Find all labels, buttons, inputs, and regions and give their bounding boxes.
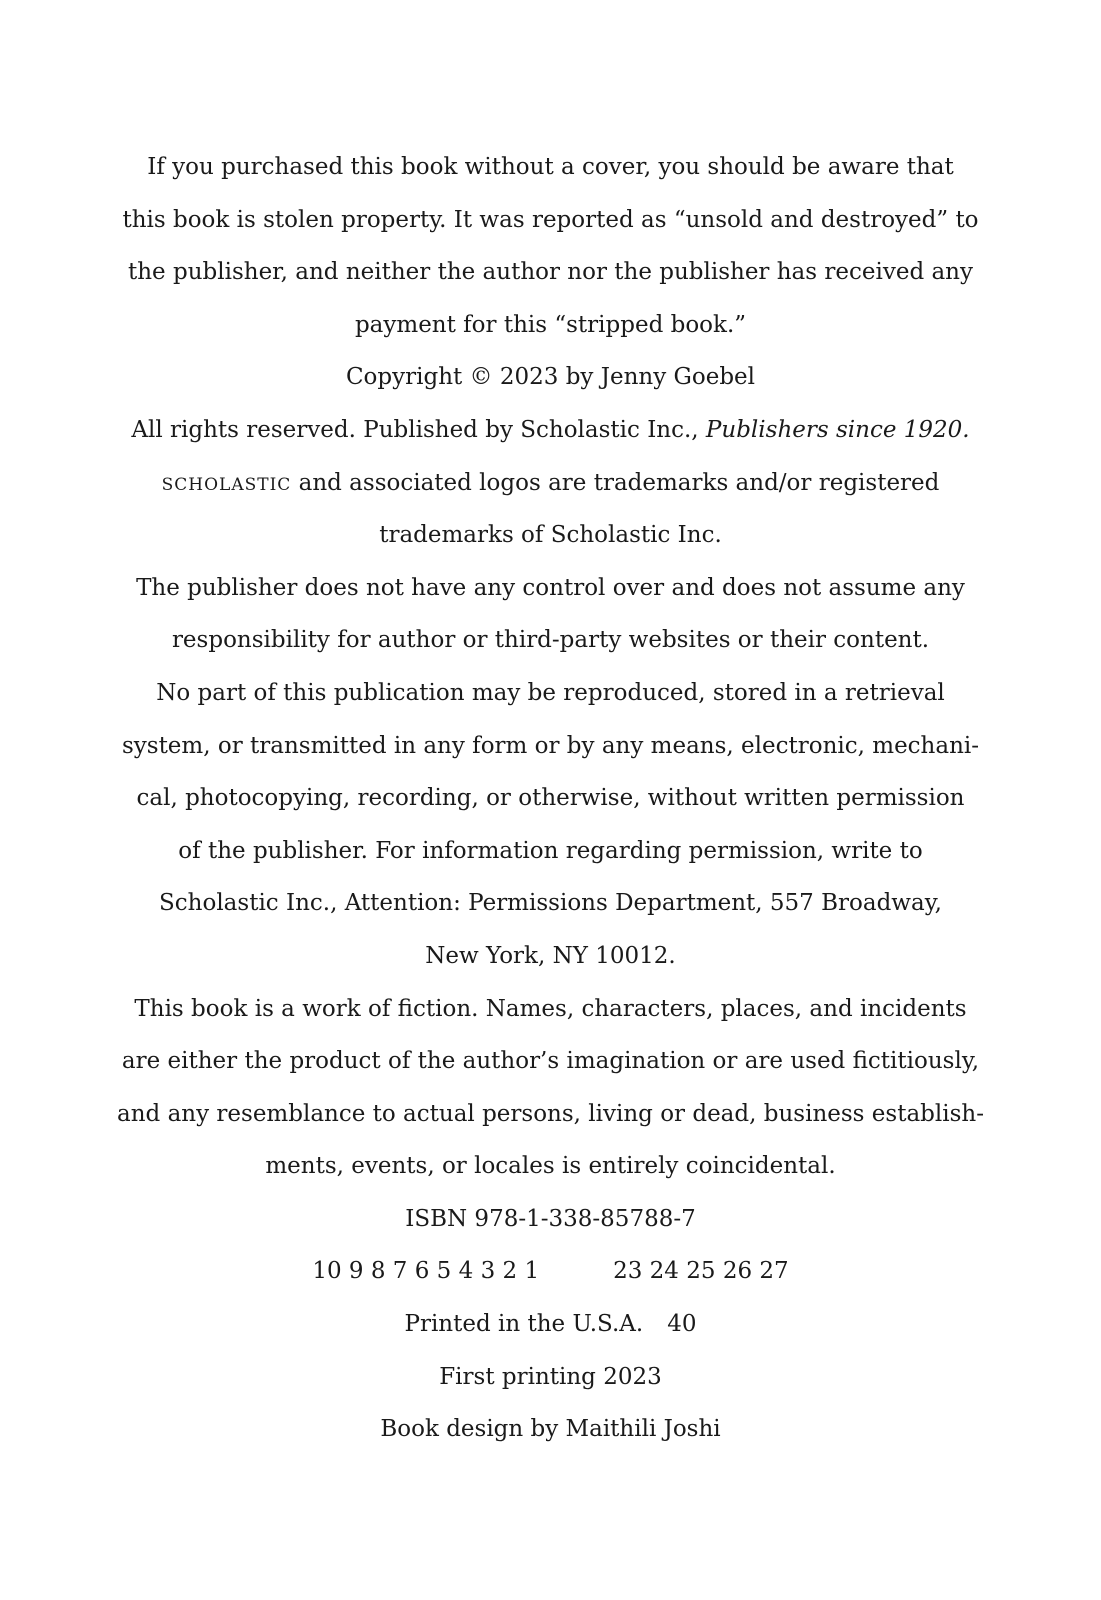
cover-notice-line-4: payment for this “stripped book.” xyxy=(354,311,747,338)
cover-notice-line-2: this book is stolen property. It was reported as “unsold and destroyed” to xyxy=(122,206,979,233)
websites-disclaimer-line-1: The publisher does not have any control over and does not assume any xyxy=(136,574,965,601)
copyright-page xyxy=(0,141,1101,1456)
isbn-line: ISBN 978-1-338-85788-7 xyxy=(405,1205,696,1232)
cover-notice-line-1: If you purchased this book without a cover, you should be aware that xyxy=(147,154,954,180)
websites-disclaimer-line-2: responsibility for author or third-party websites or their content. xyxy=(171,627,930,654)
reproduction-notice-line-1: No part of this publication may be reproduced, stored in a retrieval xyxy=(156,679,945,706)
rights-line xyxy=(0,404,1101,457)
reproduction-notice-line-5: Scholastic Inc., Attention: Permissions Department, 557 Broadway, xyxy=(159,890,942,917)
reproduction-notice-line-4: of the publisher. For information regarding permission, write to xyxy=(178,837,923,864)
printer-code: 40 xyxy=(667,1311,697,1338)
printed-in-text: Printed in the U.S.A. xyxy=(404,1311,644,1338)
publisher-since-text: Publishers since 1920. xyxy=(705,416,970,443)
printed-in-line xyxy=(0,1298,1101,1351)
design-credit-line: Book design by Maithili Joshi xyxy=(380,1416,721,1443)
copyright-line: Copyright © 2023 by Jenny Goebel xyxy=(345,364,756,391)
fiction-disclaimer-line-3: and any resemblance to actual persons, living or dead, business establish- xyxy=(117,1100,984,1127)
impression-numbers: 10 9 8 7 6 5 4 3 2 1 xyxy=(312,1258,540,1285)
reproduction-notice-line-3: cal, photocopying, recording, or otherwise, without written permission xyxy=(136,785,965,812)
reproduction-notice-line-2: system, or transmitted in any form or by any means, electronic, mechani- xyxy=(121,732,980,759)
fiction-disclaimer-line-2: are either the product of the author’s imagination or are used fictitiously, xyxy=(121,1048,980,1075)
trademark-line-2: trademarks of Scholastic Inc. xyxy=(379,522,722,549)
printing-numbers-line xyxy=(0,1245,1101,1298)
fiction-disclaimer-line-4: ments, events, or locales is entirely coincidental. xyxy=(265,1153,836,1180)
rights-text: All rights reserved. Published by Scholastic Inc., xyxy=(131,416,706,443)
cover-notice-line-3: the publisher, and neither the author nor the publisher has received any xyxy=(128,259,973,286)
trademark-text-1: and associated logos are trademarks and/or registered xyxy=(291,469,940,496)
printing-years: 23 24 25 26 27 xyxy=(613,1258,789,1285)
first-printing-line: First printing 2023 xyxy=(439,1363,662,1390)
reproduction-notice-line-6: New York, NY 10012. xyxy=(425,942,676,969)
scholastic-brand: SCHOLASTIC xyxy=(161,474,292,495)
fiction-disclaimer-line-1: This book is a work of fiction. Names, characters, places, and incidents xyxy=(134,995,967,1022)
trademark-line-1 xyxy=(0,457,1101,510)
